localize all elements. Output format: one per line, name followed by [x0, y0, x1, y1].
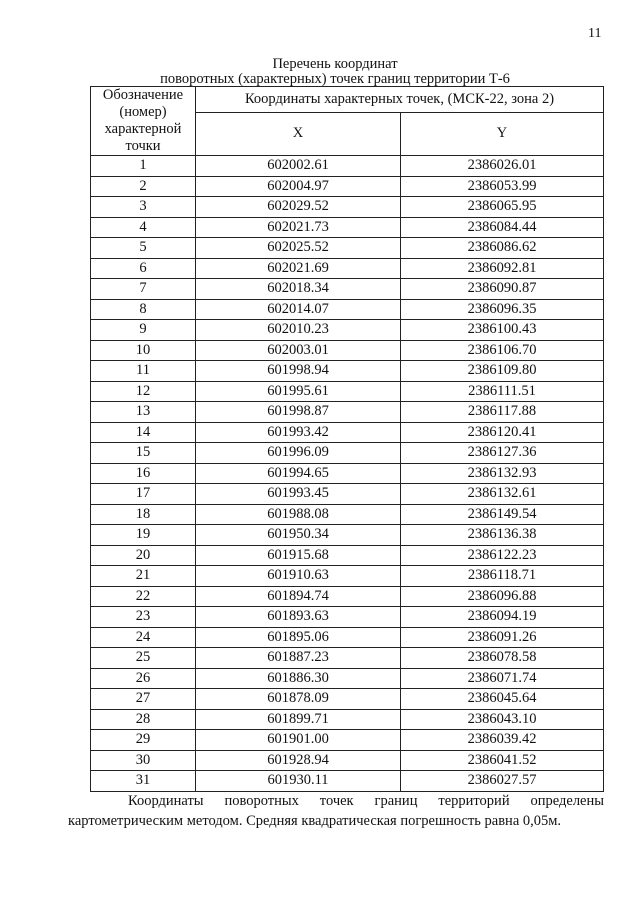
- cell-y: 2386090.87: [401, 279, 604, 300]
- cell-point-number: 19: [91, 525, 196, 546]
- cell-point-number: 16: [91, 463, 196, 484]
- cell-y: 2386071.74: [401, 668, 604, 689]
- table-row: [91, 771, 604, 792]
- cell-x: 601901.00: [196, 730, 401, 751]
- cell-x: 602021.69: [196, 258, 401, 279]
- header-y: Y: [401, 112, 604, 155]
- cell-x: 601894.74: [196, 586, 401, 607]
- table-row: [91, 258, 604, 279]
- cell-x: 601988.08: [196, 504, 401, 525]
- table-row: [91, 279, 604, 300]
- table-row: [91, 361, 604, 382]
- cell-point-number: 10: [91, 340, 196, 361]
- cell-point-number: 28: [91, 709, 196, 730]
- table-row: [91, 320, 604, 341]
- cell-point-number: 14: [91, 422, 196, 443]
- table-row: [91, 402, 604, 423]
- table-row: [91, 340, 604, 361]
- cell-point-number: 13: [91, 402, 196, 423]
- cell-y: 2386092.81: [401, 258, 604, 279]
- cell-point-number: 26: [91, 668, 196, 689]
- table-row: [91, 709, 604, 730]
- cell-x: 602018.34: [196, 279, 401, 300]
- cell-y: 2386045.64: [401, 689, 604, 710]
- cell-x: 601915.68: [196, 545, 401, 566]
- cell-x: 602014.07: [196, 299, 401, 320]
- table-row: [91, 217, 604, 238]
- cell-y: 2386100.43: [401, 320, 604, 341]
- table-row: [91, 730, 604, 751]
- cell-point-number: 23: [91, 607, 196, 628]
- cell-point-number: 21: [91, 566, 196, 587]
- cell-point-number: 31: [91, 771, 196, 792]
- cell-y: 2386132.93: [401, 463, 604, 484]
- cell-y: 2386084.44: [401, 217, 604, 238]
- cell-point-number: 2: [91, 176, 196, 197]
- cell-x: 601895.06: [196, 627, 401, 648]
- cell-y: 2386043.10: [401, 709, 604, 730]
- table-row: [91, 750, 604, 771]
- cell-point-number: 1: [91, 156, 196, 177]
- cell-x: 602025.52: [196, 238, 401, 259]
- cell-y: 2386111.51: [401, 381, 604, 402]
- cell-x: 601994.65: [196, 463, 401, 484]
- cell-y: 2386120.41: [401, 422, 604, 443]
- cell-point-number: 18: [91, 504, 196, 525]
- cell-x: 602010.23: [196, 320, 401, 341]
- cell-x: 601995.61: [196, 381, 401, 402]
- cell-x: 601928.94: [196, 750, 401, 771]
- cell-y: 2386065.95: [401, 197, 604, 218]
- coordinates-table: [90, 86, 604, 792]
- table-row: [91, 504, 604, 525]
- cell-x: 601878.09: [196, 689, 401, 710]
- cell-y: 2386096.88: [401, 586, 604, 607]
- cell-y: 2386127.36: [401, 443, 604, 464]
- table-row: [91, 238, 604, 259]
- cell-point-number: 7: [91, 279, 196, 300]
- cell-point-number: 25: [91, 648, 196, 669]
- table-row: [91, 586, 604, 607]
- cell-x: 601930.11: [196, 771, 401, 792]
- cell-y: 2386039.42: [401, 730, 604, 751]
- cell-point-number: 3: [91, 197, 196, 218]
- table-row: [91, 381, 604, 402]
- table-row: [91, 648, 604, 669]
- header-designation: Обозначение (номер) характерной точки: [91, 87, 196, 156]
- cell-y: 2386149.54: [401, 504, 604, 525]
- table-row: [91, 422, 604, 443]
- cell-y: 2386086.62: [401, 238, 604, 259]
- cell-x: 601886.30: [196, 668, 401, 689]
- cell-point-number: 11: [91, 361, 196, 382]
- table-row: [91, 689, 604, 710]
- table-row: [91, 525, 604, 546]
- page-number: 11: [588, 26, 602, 41]
- table-row: [91, 463, 604, 484]
- document-title: Перечень координат: [272, 56, 398, 72]
- cell-point-number: 4: [91, 217, 196, 238]
- cell-y: 2386109.80: [401, 361, 604, 382]
- cell-point-number: 27: [91, 689, 196, 710]
- table-row: [91, 668, 604, 689]
- table-row: [91, 627, 604, 648]
- cell-point-number: 5: [91, 238, 196, 259]
- cell-x: 601887.23: [196, 648, 401, 669]
- cell-y: 2386027.57: [401, 771, 604, 792]
- cell-x: 601950.34: [196, 525, 401, 546]
- cell-y: 2386053.99: [401, 176, 604, 197]
- footer-line-1: Координаты поворотных точек границ территорий определены: [128, 793, 604, 809]
- table-row: [91, 484, 604, 505]
- table-row: [91, 607, 604, 628]
- cell-x: 602002.61: [196, 156, 401, 177]
- cell-y: 2386106.70: [401, 340, 604, 361]
- table-row: [91, 197, 604, 218]
- cell-x: 602004.97: [196, 176, 401, 197]
- cell-x: 602021.73: [196, 217, 401, 238]
- cell-y: 2386091.26: [401, 627, 604, 648]
- table-body: [91, 156, 604, 792]
- table-row: [91, 566, 604, 587]
- cell-x: 601998.87: [196, 402, 401, 423]
- cell-y: 2386078.58: [401, 648, 604, 669]
- cell-x: 602003.01: [196, 340, 401, 361]
- cell-x: 602029.52: [196, 197, 401, 218]
- cell-x: 601996.09: [196, 443, 401, 464]
- cell-point-number: 22: [91, 586, 196, 607]
- cell-point-number: 20: [91, 545, 196, 566]
- cell-x: 601998.94: [196, 361, 401, 382]
- cell-point-number: 8: [91, 299, 196, 320]
- cell-point-number: 12: [91, 381, 196, 402]
- table-row: [91, 156, 604, 177]
- table-row: [91, 443, 604, 464]
- footer-note: [68, 791, 604, 831]
- cell-x: 601893.63: [196, 607, 401, 628]
- cell-y: 2386132.61: [401, 484, 604, 505]
- cell-point-number: 30: [91, 750, 196, 771]
- cell-x: 601993.42: [196, 422, 401, 443]
- cell-y: 2386118.71: [401, 566, 604, 587]
- cell-point-number: 9: [91, 320, 196, 341]
- header-x: X: [196, 112, 401, 155]
- cell-point-number: 15: [91, 443, 196, 464]
- cell-x: 601899.71: [196, 709, 401, 730]
- table-header: [91, 87, 604, 156]
- table-row: [91, 545, 604, 566]
- cell-point-number: 17: [91, 484, 196, 505]
- header-coordinates: Координаты характерных точек, (МСК-22, зона 2): [196, 87, 604, 113]
- cell-y: 2386026.01: [401, 156, 604, 177]
- cell-point-number: 24: [91, 627, 196, 648]
- table-row: [91, 299, 604, 320]
- cell-y: 2386136.38: [401, 525, 604, 546]
- cell-y: 2386041.52: [401, 750, 604, 771]
- cell-point-number: 29: [91, 730, 196, 751]
- cell-point-number: 6: [91, 258, 196, 279]
- document-subtitle: поворотных (характерных) точек границ территории Т-6: [160, 71, 510, 87]
- cell-x: 601993.45: [196, 484, 401, 505]
- footer-line-2: картометрическим методом. Средняя квадратическая погрешность равна 0,05м.: [68, 813, 562, 829]
- cell-y: 2386117.88: [401, 402, 604, 423]
- cell-y: 2386094.19: [401, 607, 604, 628]
- cell-y: 2386096.35: [401, 299, 604, 320]
- cell-x: 601910.63: [196, 566, 401, 587]
- cell-y: 2386122.23: [401, 545, 604, 566]
- table-row: [91, 176, 604, 197]
